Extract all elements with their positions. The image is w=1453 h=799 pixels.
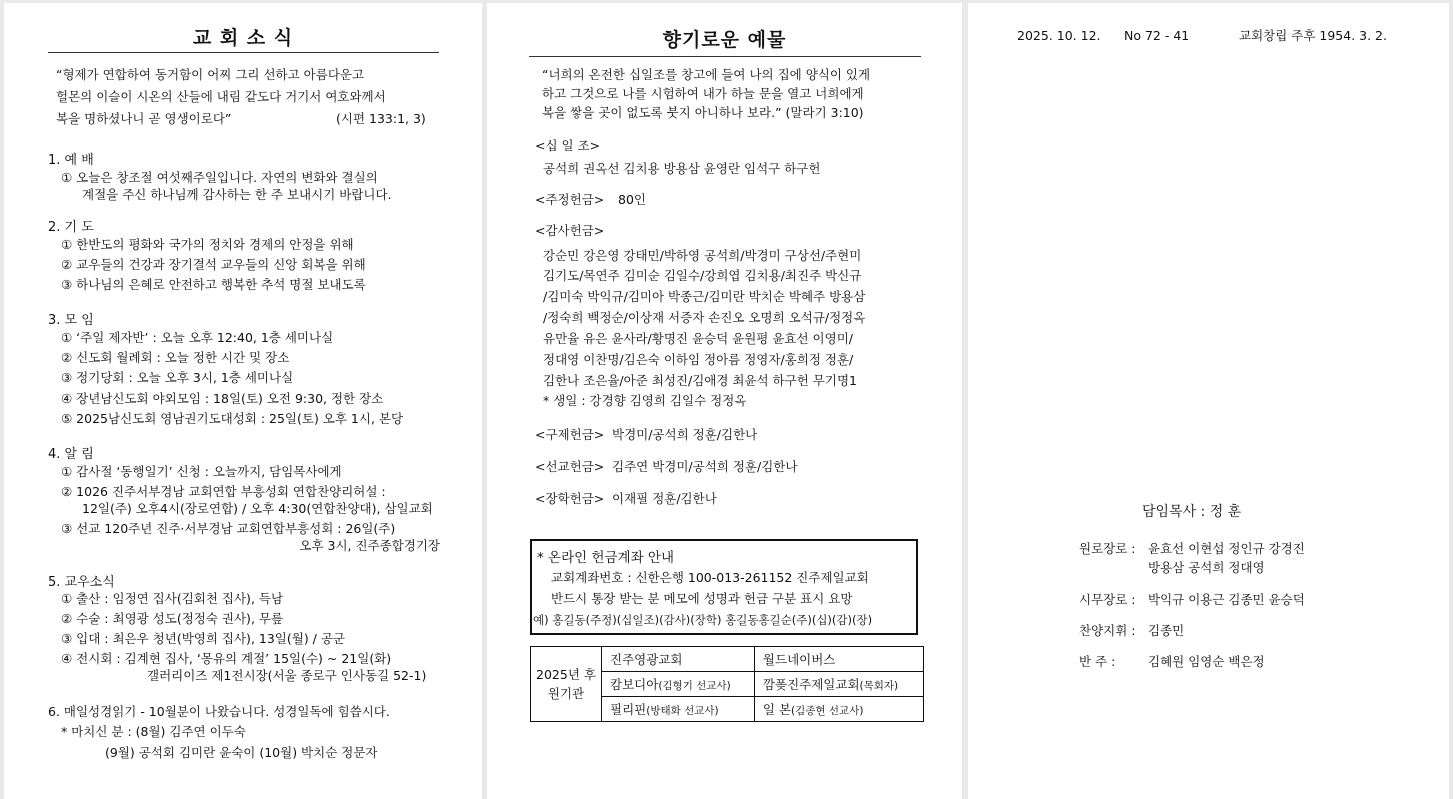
account-number: 교회계좌번호 : 신한은행 100-013-261152 진주제일교회 [551, 570, 869, 585]
staff-label: 시무장로 : [1079, 592, 1136, 607]
memo-note: 반드시 통장 받는 분 메모에 성명과 헌금 구분 표시 요망 [551, 591, 853, 606]
support-cell: 캄보디아(김형기 선교사) [602, 672, 755, 697]
offering-names: 김주연 박경미/공석희 정훈/김한나 [612, 459, 798, 474]
online-account-title: * 온라인 헌금계좌 안내 [537, 550, 674, 566]
list-item: 갤러리이즈 제1전시장(서울 종로구 인사동길 52-1) [147, 668, 427, 683]
list-item: ② 신도회 월례회 : 오늘 정한 시간 및 장소 [61, 350, 290, 365]
offering-names: 정대영 이찬명/김은숙 이하임 정아름 정영자/홍희정 정훈/ [543, 352, 854, 367]
offering-names: /정숙희 백정순/이상재 서증자 손진오 오명희 오석규/정정옥 [543, 310, 866, 325]
list-item: ⑤ 2025남신도회 영남권기도대성회 : 25일(토) 오후 1시, 본당 [61, 411, 404, 426]
list-item: ④ 장년남신도회 야외모임 : 18일(토) 오전 9:30, 정한 장소 [61, 391, 384, 406]
birthday-line: * 생일 : 강경향 김영희 김일수 정정옥 [543, 393, 747, 408]
senior-pastor: 담임목사 : 정 훈 [1142, 504, 1242, 520]
offering-label: <장학헌금> [535, 491, 605, 506]
offering-names: 유만율 유은 윤사라/황명진 윤승덕 윤원평 윤효선 이영미/ [543, 331, 853, 346]
offering-names: 김기도/목연주 김미순 김일수/강희엽 김치용/최진주 박신규 [543, 268, 862, 283]
list-item: ③ 정기당회 : 오늘 오후 3시, 1층 세미나실 [61, 370, 294, 385]
staff-names: 박익규 이용근 김종민 윤승덕 [1148, 592, 1305, 607]
support-cell: 월드네이버스 [754, 647, 923, 672]
support-table [530, 646, 924, 722]
list-item: ① ‘주일 제자반’ : 오늘 오후 12:40, 1층 세미나실 [61, 330, 334, 345]
support-cell: 일 본(김종현 선교사) [754, 697, 923, 722]
offering-label: <십 일 조> [535, 138, 601, 153]
staff-label: 찬양지휘 : [1079, 623, 1136, 638]
section-heading: 1. 예 배 [48, 153, 94, 168]
list-item: (9월) 공석회 김미란 윤숙이 (10월) 박치순 정문자 [105, 745, 378, 760]
staff-label: 원로장로 : [1079, 541, 1136, 556]
cover-page [968, 3, 1449, 799]
verse-line: 하고 그것으로 나를 시험하여 내가 하늘 문을 열고 너희에게 [542, 86, 864, 101]
offering-names: 김한나 조은율/아준 최성진/김애경 최윤석 하구헌 무기명1 [543, 373, 857, 388]
list-item: 오후 3시, 진주종합경기장 [299, 538, 440, 553]
verse-line: 복을 쌓을 곳이 없도록 붓지 아니하나 보라.” (말라기 3:10) [542, 105, 864, 120]
list-item: 12일(주) 오후4시(장로연합) / 오후 4:30(연합찬양대), 삼일교회 [82, 501, 433, 516]
online-account-box [530, 539, 918, 635]
section-heading: 3. 모 임 [48, 313, 94, 328]
title-rule [529, 56, 921, 57]
memo-example: 예) 홍길동(주정)(십일조)(감사)(장학) 홍길동홍길순(주)(십)(감)(장) [533, 613, 873, 627]
verse-line: “형제가 연합하여 동거함이 어찌 그리 선하고 아름다운고 [56, 67, 365, 82]
section-heading: 4. 알 림 [48, 447, 94, 462]
bulletin-date: 2025. 10. 12. [1017, 28, 1101, 43]
staff-names: 방용삼 공석희 정대영 [1148, 560, 1265, 575]
staff-names: 윤효선 이현섭 정인규 강경진 [1148, 541, 1305, 556]
offering-label: <선교헌금> [535, 459, 605, 474]
list-item: ① 오늘은 창조절 여섯째주일입니다. 자연의 변화와 결실의 [61, 170, 378, 185]
section-heading: 6. 매일성경읽기 - 10월분이 나왔습니다. 성경일독에 힘씁시다. [48, 704, 390, 719]
offering-label: <주정헌금> [535, 192, 605, 207]
offering-names: 강순민 강은영 강태민/박하영 공석희/박경미 구상선/주현미 [543, 248, 862, 263]
list-item: ① 한반도의 평화와 국가의 정치와 경제의 안정을 위해 [61, 237, 354, 252]
staff-label: 반 주 : [1079, 654, 1116, 669]
support-cell: 진주영광교회 [602, 647, 755, 672]
list-item: ④ 전시회 : 김계현 집사, ‘몽유의 계절’ 15일(수) ~ 21일(화) [61, 651, 392, 666]
verse-line: “너희의 온전한 십일조를 창고에 들여 나의 집에 양식이 있게 [542, 67, 871, 82]
staff-names: 김종민 [1148, 623, 1185, 638]
page-title: 향기로운 예물 [662, 29, 787, 51]
list-item: ② 교우들의 건강과 장기결석 교우들의 신앙 회복을 위해 [61, 257, 366, 272]
list-item: ② 1026 진주서부경남 교회연합 부흥성회 연합찬양리허설 : [61, 484, 386, 499]
staff-names: 김혜원 임영순 백은정 [1148, 654, 1265, 669]
list-item: ③ 입대 : 최은우 청년(박영희 집사), 13일(월) / 공군 [61, 631, 346, 646]
section-heading: 2. 기 도 [48, 220, 94, 235]
list-item: ③ 선교 120주년 진주·서부경남 교회연합부흥성회 : 26일(주) [61, 521, 396, 536]
offering-value: 80인 [618, 192, 646, 207]
offering-page [487, 3, 962, 799]
offering-label: <구제헌금> [535, 427, 605, 442]
verse-line: 복을 명하셨나니 곧 영생이로다” [56, 111, 232, 126]
church-news-page [4, 3, 482, 799]
verse-line: 헐몬의 이슬이 시온의 산들에 내림 같도다 거기서 여호와께서 [56, 89, 386, 104]
section-heading: 5. 교우소식 [48, 575, 115, 590]
offering-label: <감사헌금> [535, 223, 605, 238]
offering-names: /김미숙 박익규/김미아 박종근/김미란 박치순 박혜주 방용삼 [543, 289, 866, 304]
list-item: * 마치신 분 : (8월) 김주연 이두숙 [61, 724, 246, 739]
list-item: ② 수술 : 최영광 성도(정정숙 권사), 무릎 [61, 611, 284, 626]
title-rule [48, 52, 439, 53]
page-title: 교 회 소 식 [192, 27, 294, 49]
founding-date: 교회창립 주후 1954. 3. 2. [1239, 28, 1387, 43]
verse-reference: (시편 133:1, 3) [336, 111, 426, 126]
offering-names: 이재필 정훈/김한나 [612, 491, 717, 506]
support-cell: 필리핀(방태화 선교사) [602, 697, 755, 722]
support-year-label: 2025년 후원기관 [531, 647, 602, 722]
list-item: 계절을 주신 하나님께 감사하는 한 주 보내시기 바랍니다. [82, 187, 392, 202]
offering-names: 박경미/공석희 정훈/김한나 [612, 427, 758, 442]
list-item: ① 출산 : 임정연 집사(김회천 집사), 득남 [61, 591, 284, 606]
bulletin-number: No 72 - 41 [1124, 28, 1190, 43]
list-item: ③ 하나님의 은혜로 안전하고 행복한 추석 명절 보내도록 [61, 277, 366, 292]
offering-names: 공석희 권옥선 김치용 방용삼 윤영란 임석구 하구헌 [543, 161, 821, 176]
list-item: ① 감사절 ‘동행일기’ 신청 : 오늘까지, 담임목사에게 [61, 464, 342, 479]
support-cell: 깜퐂진주제일교회(목회자) [754, 672, 923, 697]
